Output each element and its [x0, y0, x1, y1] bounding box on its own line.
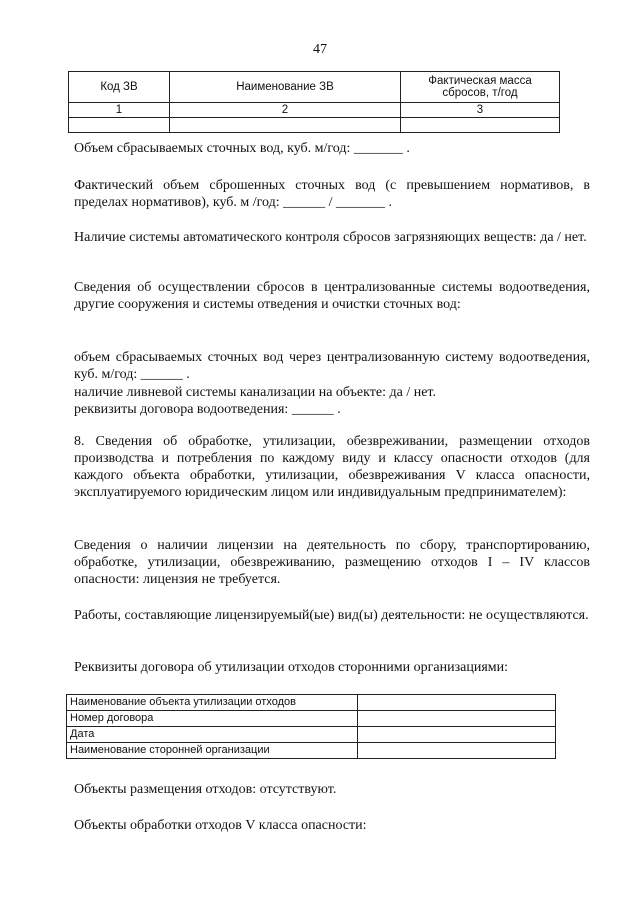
- paragraph-contract-details: Реквизиты договора об утилизации отходов сторонними организациями:: [74, 660, 508, 675]
- table-row: [67, 695, 556, 711]
- table-cell: [401, 118, 560, 133]
- paragraph-licensed-works: Работы, составляющие лицензируемый(ые) вид(ы) деятельности: не осуществляются.: [74, 608, 589, 623]
- paragraph-centralized-volume: объем сбрасываемых сточных вод через централизованную систему водоотведения, куб. м/год: ______ .: [74, 350, 590, 382]
- row-label: Дата: [67, 727, 358, 743]
- header-code: Код ЗВ: [69, 72, 170, 103]
- paragraph-license: Сведения о наличии лицензии на деятельность по сбору, транспортированию, обработке, утилизации, обезвреживанию, размещению отходов I – IV классов опасности: лицензия не требуется.: [74, 538, 590, 587]
- paragraph-drainage-contract: реквизиты договора водоотведения: ______ .: [74, 402, 341, 417]
- contract-table: [66, 694, 556, 759]
- table-index-row: [69, 103, 560, 118]
- table-cell: 1: [69, 103, 170, 118]
- row-label: Номер договора: [67, 711, 358, 727]
- header-name: Наименование ЗВ: [170, 72, 401, 103]
- table-row-empty: [69, 118, 560, 133]
- paragraph-processing-objects: Объекты обработки отходов V класса опасности:: [74, 818, 367, 833]
- table-header-row: [69, 72, 560, 103]
- row-value: [358, 711, 556, 727]
- table-row: [67, 743, 556, 759]
- table-cell: 3: [401, 103, 560, 118]
- row-value: [358, 695, 556, 711]
- discharge-table: [68, 71, 560, 133]
- paragraph-section-8: 8. Сведения об обработке, утилизации, обезвреживании, размещении отходов производства и потребления по каждому виду и классу опасности отходов (для каждого объекта обработки, утилизации, обезвреживания V класса опасности, эксплуатируемого юридическим лицом или индивидуальным предпринимателем):: [74, 434, 590, 500]
- table-row: [67, 711, 556, 727]
- row-value: [358, 743, 556, 759]
- row-value: [358, 727, 556, 743]
- table-row: [67, 727, 556, 743]
- table-cell: 2: [170, 103, 401, 118]
- paragraph-auto-control: Наличие системы автоматического контроля сбросов загрязняющих веществ: да / нет.: [74, 230, 587, 245]
- paragraph-centralized-discharge: Сведения об осуществлении сбросов в централизованные системы водоотведения, другие сооружения и системы отведения и очистки сточных вод:: [74, 280, 590, 312]
- paragraph-disposal-objects: Объекты размещения отходов: отсутствуют.: [74, 782, 337, 797]
- table-cell: [170, 118, 401, 133]
- paragraph-actual-volume: Фактический объем сброшенных сточных вод (с превышением нормативов, в пределах нормативов), куб. м /год: ______ / _______ .: [74, 178, 590, 210]
- row-label: Наименование объекта утилизации отходов: [67, 695, 358, 711]
- page-number: 47: [313, 42, 327, 57]
- table-cell: [69, 118, 170, 133]
- paragraph-wastewater-volume: Объем сбрасываемых сточных вод, куб. м/год: _______ .: [74, 141, 410, 156]
- row-label: Наименование сторонней организации: [67, 743, 358, 759]
- paragraph-storm-sewer: наличие ливневой системы канализации на объекте: да / нет.: [74, 385, 436, 400]
- header-mass: Фактическая масса сбросов, т/год: [401, 72, 560, 103]
